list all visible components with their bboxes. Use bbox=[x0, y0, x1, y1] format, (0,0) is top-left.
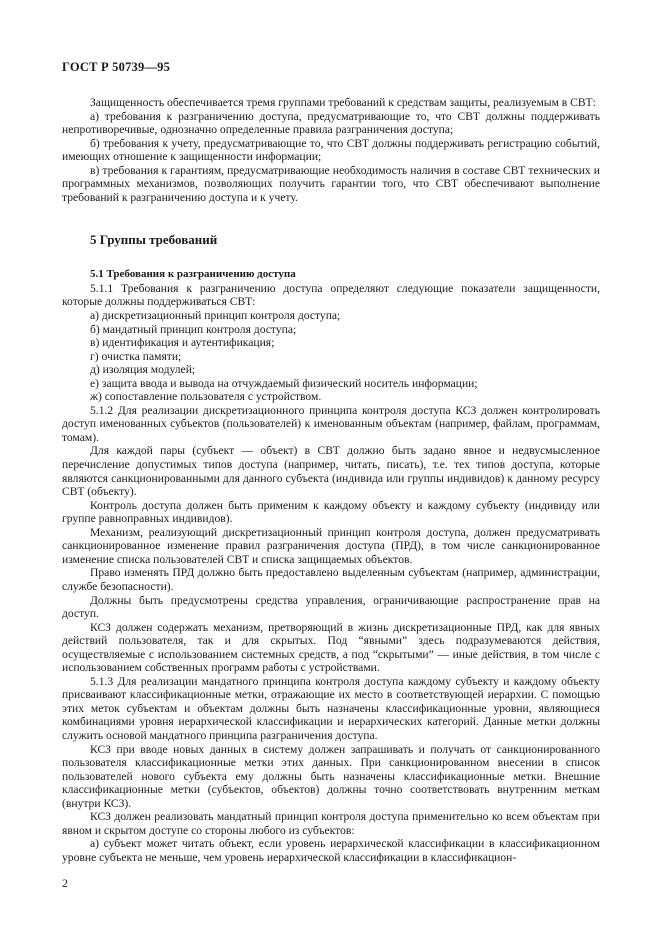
paragraph: Механизм, реализующий дискретизационный принцип контроля доступа, должен предусматривать санкционированное изменение правил разграничения доступа (ПРД), в том числе санкционированное изменение списка пользователей СВТ и списка защищаемых объектов. bbox=[62, 525, 600, 566]
list-item: а) субъект может читать объект, если уровень иерархической классификации в классификационном уровне субъекта не меньше, чем уровень иерархической классификации в классификацион- bbox=[62, 837, 600, 864]
list-item: е) защита ввода и вывода на отчуждаемый физический носитель информации; bbox=[90, 376, 478, 390]
section-title: 5 Группы требований bbox=[90, 232, 218, 248]
list-item: а) дискретизационный принцип контроля доступа; bbox=[90, 309, 341, 323]
list-item: ж) сопоставление пользователя с устройством. bbox=[90, 390, 322, 404]
paragraph: КСЗ при вводе новых данных в систему должен запрашивать и получать от санкционированного пользователя классификационные метки этих данных. При санкционированном внесении в список пользователей нового субъекта ему должны быть назначены классификационные метки. Внешние классификационные метки (субъектов, объектов) должны точно соответствовать внутренним меткам (внутри КСЗ). bbox=[62, 742, 600, 810]
list-item: б) мандатный принцип контроля доступа; bbox=[90, 322, 297, 336]
paragraph: Для каждой пары (субъект — объект) в СВТ должно быть задано явное и недвусмысленное перечисление допустимых типов доступа (например, читать, писать), т.е. тех типов доступа, которые являются санкционированными для данного субъекта (индивида или группы индивидов) к данному ресурсу СВТ (объекту). bbox=[62, 444, 600, 499]
paragraph: Должны быть предусмотрены средства управления, ограничивающие распространение прав на доступ. bbox=[62, 593, 600, 621]
intro-item-b: б) требования к учету, предусматривающие то, что СВТ должны поддерживать регистрацию событий, имеющих отношение к защищенности информации; bbox=[62, 136, 600, 164]
paragraph: КСЗ должен содержать механизм, претворяющий в жизнь дискретизационные ПРД, как для явных действий пользователя, так и для скрытых. Под “явными” здесь подразумеваются действия, осуществляемые с использованием системных средств, а под “скрытыми” — иные действия, в том числе с использованием собственных программ работы с устройствами. bbox=[62, 620, 600, 675]
paragraph: КСЗ должен реализовать мандатный принцип контроля доступа применительно ко всем объектам при явном и скрытом доступе со стороны любого из субъектов: bbox=[62, 810, 600, 837]
intro-item-a: а) требования к разграничению доступа, предусматривающие то, что СВТ должны поддерживать непротиворечивые, однозначно определенные правила разграничения доступа; bbox=[62, 109, 600, 137]
paragraph: Право изменять ПРД должно быть предоставлено выделенным субъектам (например, администрации, службе безопасности). bbox=[62, 566, 600, 593]
paragraph: 5.1.3 Для реализации мандатного принципа контроля доступа каждому субъекту и каждому объекту присваивают классификационные метки, отражающие их место в соответствующей иерархии. С помощью этих меток субъектам и объектам должны быть назначены классификационные уровни, являющиеся комбинациями уровня иерархической классификации и иерархических категорий. Данные метки должны служить основой мандатного принципа разграничения доступа. bbox=[62, 674, 600, 742]
intro-paragraph: Защищенность обеспечивается тремя группами требований к средствам защиты, реализуемым в СВТ: bbox=[90, 96, 596, 109]
intro-item-c: в) требования к гарантиям, предусматривающие необходимость наличия в составе СВТ технических и программных механизмов, позволяющих получить гарантии того, что СВТ обеспечивают выполнение требований к разграничению доступа и к учету. bbox=[62, 163, 600, 204]
list-item: г) очистка памяти; bbox=[90, 349, 182, 363]
paragraph: 5.1.2 Для реализации дискретизационного принципа контроля доступа КСЗ должен контролировать доступ именованных субъектов (пользователей) к именованным объектам (например, файлам, программам, томам). bbox=[62, 403, 600, 444]
paragraph: Контроль доступа должен быть применим к каждому объекту и каждому субъекту (индивиду или группе равноправных индивидов). bbox=[62, 498, 600, 526]
list-item: д) изоляция модулей; bbox=[90, 363, 196, 377]
document-body bbox=[62, 96, 600, 864]
page-number: 2 bbox=[62, 876, 68, 890]
document-header: ГОСТ Р 50739—95 bbox=[62, 60, 171, 74]
subsection-title: 5.1 Требования к разграничению доступа bbox=[90, 268, 296, 281]
paragraph: 5.1.1 Требования к разграничению доступа определяют следующие показатели защищенности, которые должны поддерживаться СВТ: bbox=[62, 281, 600, 309]
list-item: в) идентификация и аутентификация; bbox=[90, 336, 275, 350]
